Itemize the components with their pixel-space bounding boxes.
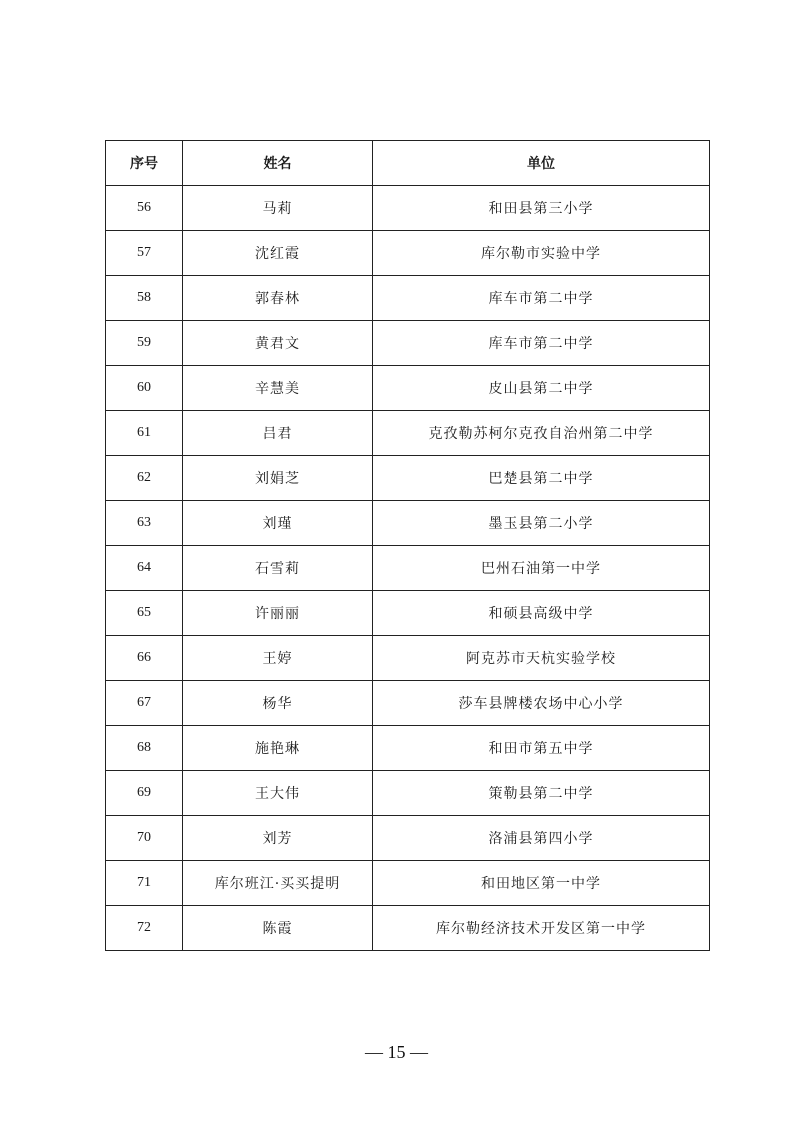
cell-serial-number: 69 bbox=[106, 771, 183, 816]
table-row bbox=[106, 546, 710, 591]
cell-serial-number: 61 bbox=[106, 411, 183, 456]
cell-serial-number: 70 bbox=[106, 816, 183, 861]
cell-name: 马莉 bbox=[183, 186, 373, 231]
table-row bbox=[106, 771, 710, 816]
cell-name: 库尔班江·买买提明 bbox=[183, 861, 373, 906]
cell-serial-number: 65 bbox=[106, 591, 183, 636]
cell-serial-number: 62 bbox=[106, 456, 183, 501]
cell-serial-number: 71 bbox=[106, 861, 183, 906]
cell-unit: 克孜勒苏柯尔克孜自治州第二中学 bbox=[373, 411, 710, 456]
cell-unit: 和硕县高级中学 bbox=[373, 591, 710, 636]
header-unit: 单位 bbox=[373, 141, 710, 186]
table-row bbox=[106, 366, 710, 411]
cell-unit: 莎车县牌楼农场中心小学 bbox=[373, 681, 710, 726]
table-body bbox=[106, 186, 710, 951]
cell-unit: 和田县第三小学 bbox=[373, 186, 710, 231]
cell-name: 杨华 bbox=[183, 681, 373, 726]
cell-serial-number: 59 bbox=[106, 321, 183, 366]
cell-unit: 和田市第五中学 bbox=[373, 726, 710, 771]
cell-name: 王大伟 bbox=[183, 771, 373, 816]
table-row bbox=[106, 321, 710, 366]
cell-unit: 洛浦县第四小学 bbox=[373, 816, 710, 861]
table-row bbox=[106, 501, 710, 546]
cell-serial-number: 66 bbox=[106, 636, 183, 681]
table-row bbox=[106, 726, 710, 771]
cell-name: 王婷 bbox=[183, 636, 373, 681]
cell-serial-number: 64 bbox=[106, 546, 183, 591]
header-serial-number: 序号 bbox=[106, 141, 183, 186]
cell-serial-number: 72 bbox=[106, 906, 183, 951]
table-row bbox=[106, 861, 710, 906]
table-row bbox=[106, 276, 710, 321]
cell-name: 石雪莉 bbox=[183, 546, 373, 591]
page-number: — 15 — bbox=[365, 1042, 428, 1062]
cell-unit: 皮山县第二中学 bbox=[373, 366, 710, 411]
table-row bbox=[106, 456, 710, 501]
header-name: 姓名 bbox=[183, 141, 373, 186]
cell-serial-number: 63 bbox=[106, 501, 183, 546]
cell-unit: 和田地区第一中学 bbox=[373, 861, 710, 906]
roster-table-container bbox=[105, 140, 709, 951]
cell-serial-number: 57 bbox=[106, 231, 183, 276]
table-row bbox=[106, 231, 710, 276]
table-row bbox=[106, 816, 710, 861]
cell-name: 郭春林 bbox=[183, 276, 373, 321]
cell-serial-number: 56 bbox=[106, 186, 183, 231]
cell-unit: 阿克苏市天杭实验学校 bbox=[373, 636, 710, 681]
cell-name: 吕君 bbox=[183, 411, 373, 456]
cell-unit: 巴州石油第一中学 bbox=[373, 546, 710, 591]
table-row bbox=[106, 411, 710, 456]
cell-name: 刘芳 bbox=[183, 816, 373, 861]
cell-unit: 库尔勒经济技术开发区第一中学 bbox=[373, 906, 710, 951]
cell-name: 陈霞 bbox=[183, 906, 373, 951]
cell-name: 施艳琳 bbox=[183, 726, 373, 771]
cell-unit: 库车市第二中学 bbox=[373, 276, 710, 321]
cell-unit: 库尔勒市实验中学 bbox=[373, 231, 710, 276]
roster-table bbox=[105, 140, 710, 951]
cell-name: 许丽丽 bbox=[183, 591, 373, 636]
cell-unit: 巴楚县第二中学 bbox=[373, 456, 710, 501]
table-row bbox=[106, 906, 710, 951]
cell-serial-number: 67 bbox=[106, 681, 183, 726]
cell-name: 刘娟芝 bbox=[183, 456, 373, 501]
cell-serial-number: 58 bbox=[106, 276, 183, 321]
cell-unit: 墨玉县第二小学 bbox=[373, 501, 710, 546]
table-row bbox=[106, 186, 710, 231]
cell-unit: 策勒县第二中学 bbox=[373, 771, 710, 816]
cell-name: 辛慧美 bbox=[183, 366, 373, 411]
cell-serial-number: 60 bbox=[106, 366, 183, 411]
table-row bbox=[106, 591, 710, 636]
table-header-row bbox=[106, 141, 710, 186]
table-row bbox=[106, 636, 710, 681]
table-row bbox=[106, 681, 710, 726]
cell-serial-number: 68 bbox=[106, 726, 183, 771]
cell-name: 沈红霞 bbox=[183, 231, 373, 276]
cell-name: 刘瑾 bbox=[183, 501, 373, 546]
cell-unit: 库车市第二中学 bbox=[373, 321, 710, 366]
cell-name: 黄君文 bbox=[183, 321, 373, 366]
